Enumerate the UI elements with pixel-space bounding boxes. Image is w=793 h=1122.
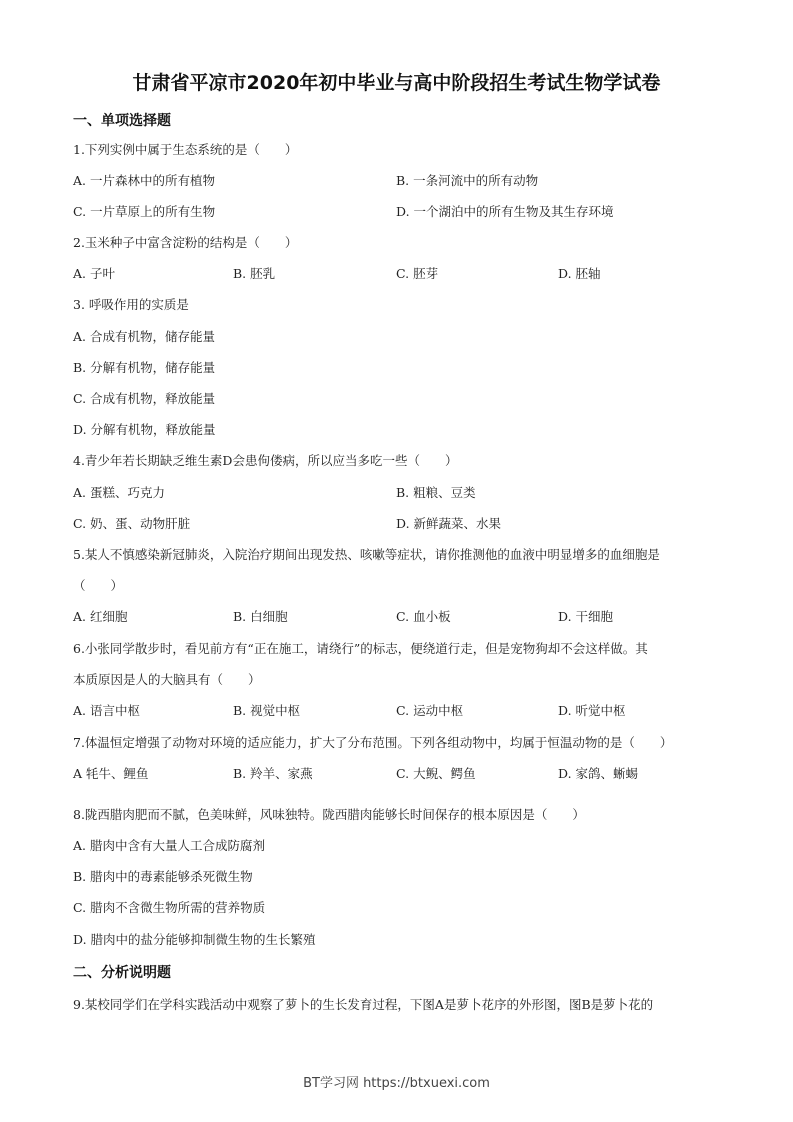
page-title: 甘肃省平凉市2020年初中毕业与高中阶段招生考试生物学试卷: [132, 72, 661, 94]
question-2-stem: 2.玉米种子中富含淀粉的结构是（ ）: [73, 235, 298, 250]
question-4-option-d: D. 新鲜蔬菜、水果: [396, 516, 502, 531]
question-4-option-a: A. 蛋糕、巧克力: [73, 485, 165, 500]
question-1-option-c: C. 一片草原上的所有生物: [73, 204, 216, 219]
question-6-stem-line-1: 6.小张同学散步时，看见前方有“正在施工，请绕行”的标志，便绕道行走，但是宠物狗却不会这样做。其: [73, 641, 648, 656]
question-5-option-c: C. 血小板: [396, 609, 451, 624]
question-6-option-b: B. 视觉中枢: [233, 703, 301, 718]
question-6-stem-line-2: 本质原因是人的大脑具有（ ）: [73, 672, 261, 687]
question-8-option-b: B. 腊肉中的毒素能够杀死微生物: [73, 869, 253, 884]
question-2-option-b: B. 胚乳: [233, 266, 276, 281]
question-3-stem: 3. 呼吸作用的实质是: [73, 297, 189, 312]
watermark-footer: BT学习网 https://btxuexi.com: [303, 1076, 490, 1091]
question-4-option-b: B. 粗粮、豆类: [396, 485, 476, 500]
question-1-stem: 1.下列实例中属于生态系统的是（ ）: [73, 142, 298, 157]
question-5-option-b: B. 白细胞: [233, 609, 288, 624]
question-1-option-d: D. 一个湖泊中的所有生物及其生存环境: [396, 204, 614, 219]
question-9-stem: 9.某校同学们在学科实践活动中观察了萝卜的生长发育过程，下图A是萝卜花序的外形图，图B是萝卜花的: [73, 997, 654, 1012]
question-8-option-a: A. 腊肉中含有大量人工合成防腐剂: [73, 838, 265, 853]
question-3-option-d: D. 分解有机物，释放能量: [73, 422, 216, 437]
question-5-option-d: D. 干细胞: [558, 609, 614, 624]
question-2-option-d: D. 胚轴: [558, 266, 601, 281]
question-2-option-c: C. 胚芽: [396, 266, 439, 281]
question-1-option-a: A. 一片森林中的所有植物: [73, 173, 215, 188]
question-5-stem-line-1: 5.某人不慎感染新冠肺炎，入院治疗期间出现发热、咳嗽等症状，请你推测他的血液中明显增多的血细胞是: [73, 547, 660, 562]
question-4-option-c: C. 奶、蛋、动物肝脏: [73, 516, 191, 531]
question-7-option-a: A 牦牛、鲤鱼: [73, 766, 149, 781]
question-1-option-b: B. 一条河流中的所有动物: [396, 173, 539, 188]
section-heading-analysis: 二、分析说明题: [73, 965, 171, 981]
question-2-option-a: A. 子叶: [73, 266, 115, 281]
question-5-stem-line-2: （ ）: [73, 578, 124, 593]
question-3-option-a: A. 合成有机物，储存能量: [73, 329, 215, 344]
question-8-option-d: D. 腊肉中的盐分能够抑制微生物的生长繁殖: [73, 932, 316, 947]
question-7-option-d: D. 家鸽、蜥蜴: [558, 766, 639, 781]
question-3-option-b: B. 分解有机物，储存能量: [73, 360, 216, 375]
section-heading-single-choice: 一、单项选择题: [73, 113, 171, 129]
question-6-option-c: C. 运动中枢: [396, 703, 464, 718]
question-6-option-a: A. 语言中枢: [73, 703, 140, 718]
question-8-stem: 8.陇西腊肉肥而不腻，色美味鲜，风味独特。陇西腊肉能够长时间保存的根本原因是（ ）: [73, 807, 585, 822]
question-7-option-c: C. 大鲵、鳄鱼: [396, 766, 476, 781]
question-5-option-a: A. 红细胞: [73, 609, 128, 624]
question-4-stem: 4.青少年若长期缺乏维生素D会患佝偻病，所以应当多吃一些（ ）: [73, 453, 458, 468]
question-7-stem: 7.体温恒定增强了动物对环境的适应能力，扩大了分布范围。下列各组动物中，均属于恒温动物的是（ ）: [73, 735, 673, 750]
question-3-option-c: C. 合成有机物，释放能量: [73, 391, 216, 406]
question-6-option-d: D. 听觉中枢: [558, 703, 626, 718]
question-7-option-b: B. 羚羊、家燕: [233, 766, 313, 781]
question-8-option-c: C. 腊肉不含微生物所需的营养物质: [73, 900, 266, 915]
